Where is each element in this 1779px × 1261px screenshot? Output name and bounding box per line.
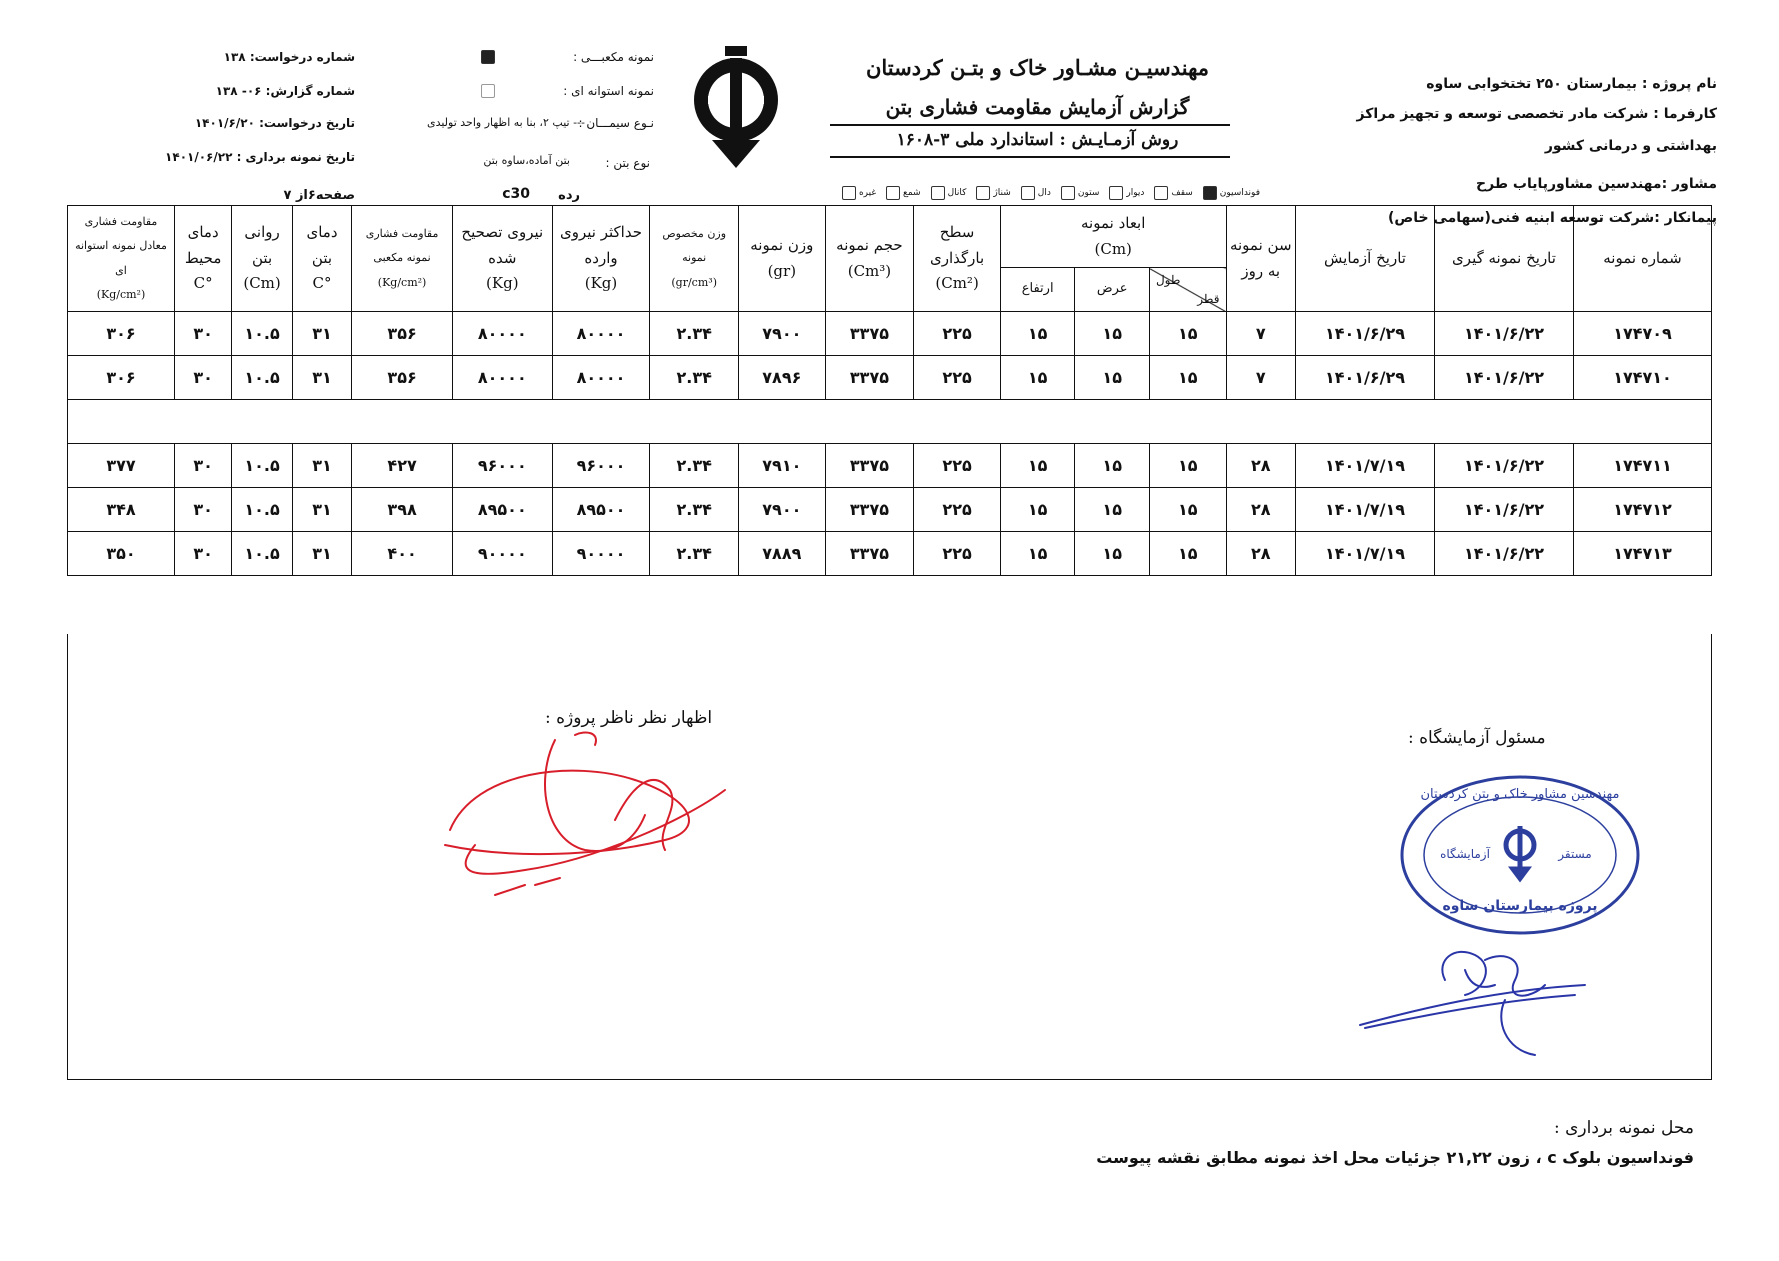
element-option: [1203, 186, 1260, 200]
table-cell: ۱۵: [1149, 444, 1226, 488]
table-cell: ۱۴۰۱/۶/۲۲: [1435, 488, 1574, 532]
stamp-right-text: مستقر: [1558, 847, 1592, 861]
table-cell: ۱۵: [1149, 488, 1226, 532]
table-cell: ۳۱: [292, 312, 351, 356]
lab-stamp-icon: [1395, 770, 1645, 940]
element-checkbox[interactable]: [886, 186, 900, 200]
cubic-checkbox[interactable]: [481, 50, 495, 64]
table-cell: ۳۴۸: [68, 488, 175, 532]
table-row: [68, 488, 1712, 532]
table-cell: ۸۰۰۰۰: [452, 312, 552, 356]
table-cell: ۲.۳۴: [650, 488, 739, 532]
page-number: صفحه۶از ۷: [283, 188, 355, 203]
col-cyl-strength: مقاومت فشاری معادل نمونه استوانه ای (Kg/cm²): [68, 206, 175, 312]
cement-value: --- تیپ ۲، بنا به اظهار واحد تولیدی: [426, 116, 585, 129]
employer-line-1: کارفرما : شرکت مادر تخصصی توسعه و تجهیز مراکز: [1356, 106, 1717, 122]
element-option-label: غیره: [858, 188, 877, 198]
table-cell: ۳۰: [174, 312, 231, 356]
table-cell: ۷۹۰۰: [739, 488, 826, 532]
table-row: [68, 356, 1712, 400]
table-cell: ۱۴۰۱/۷/۱۹: [1296, 488, 1435, 532]
col-corrected-force: نیروی تصحیح شده (Kg): [452, 206, 552, 312]
element-option: [931, 186, 967, 200]
table-cell: ۳۹۸: [352, 488, 453, 532]
table-cell: ۲.۳۴: [650, 532, 739, 576]
request-date: تاریخ درخواست: ۱۴۰۱/۶/۲۰: [194, 116, 355, 130]
lab-manager-signature-icon: [1355, 940, 1595, 1060]
table-cell: ۳۰: [174, 488, 231, 532]
table-cell: ۳۳۷۵: [825, 312, 914, 356]
supervisor-signature-icon: [435, 720, 735, 910]
cylinder-checkbox[interactable]: [481, 84, 495, 98]
contractor-line: پیمانکار :شرکت توسعه ابنیه فنی(سهامی خاص): [1387, 210, 1717, 226]
table-cell: ۲۸: [1226, 532, 1296, 576]
table-cell: ۳۱: [292, 356, 351, 400]
element-checkbox[interactable]: [1061, 186, 1075, 200]
table-cell: ۷: [1226, 312, 1296, 356]
element-checkbox[interactable]: [931, 186, 945, 200]
col-dimensions: ابعاد نمونه (Cm): [1000, 206, 1226, 268]
table-cell: ۷: [1226, 356, 1296, 400]
col-volume: حجم نمونه (Cm³): [825, 206, 914, 312]
table-cell: ۱۵: [1149, 356, 1226, 400]
col-cube-strength: مقاومت فشاری نمونه مکعبی (Kg/cm²): [352, 206, 453, 312]
table-cell: ۸۰۰۰۰: [452, 356, 552, 400]
element-option: [886, 186, 921, 200]
element-option: [1021, 186, 1051, 200]
stamp-bottom-text: پروژه بیمارستان ساوه: [1442, 898, 1598, 914]
element-option: [1154, 186, 1192, 200]
element-checkbox[interactable]: [1154, 186, 1168, 200]
table-cell: ۱۰.۵: [232, 444, 292, 488]
table-cell: ۱۴۰۱/۶/۲۹: [1296, 356, 1435, 400]
table-cell: ۳۰: [174, 444, 231, 488]
test-method: روش آزمـایـش : استاندارد ملی ۳-۱۶۰۸: [896, 130, 1179, 150]
table-cell: ۷۸۹۶: [739, 356, 826, 400]
table-cell: ۱۵: [1000, 312, 1075, 356]
table-cell: ۱۴۰۱/۷/۱۹: [1296, 444, 1435, 488]
table-cell: ۷۸۸۹: [739, 532, 826, 576]
table-cell: ۲۲۵: [914, 532, 1001, 576]
table-cell: ۱۵: [1000, 532, 1075, 576]
project-name: نام پروژه : بیمارستان ۲۵۰ تختخوابی ساوه: [1426, 76, 1717, 92]
table-cell: ۱۷۴۷۱۳: [1574, 532, 1712, 576]
table-cell: ۱۵: [1000, 444, 1075, 488]
element-option: [976, 186, 1010, 200]
element-option: [842, 186, 876, 200]
table-cell: ۱۷۴۷۱۲: [1574, 488, 1712, 532]
table-cell: ۳۱: [292, 444, 351, 488]
table-cell: ۳۳۷۵: [825, 532, 914, 576]
table-cell: ۱۵: [1000, 356, 1075, 400]
col-area: سطح بارگذاری (Cm²): [914, 206, 1001, 312]
table-cell: ۱۵: [1075, 532, 1150, 576]
separator-cell: [68, 400, 1712, 444]
cubic-label: نمونه مکعبـــی :: [573, 50, 654, 64]
col-height: ارتفاع: [1000, 268, 1075, 312]
table-cell: ۱۴۰۱/۶/۲۲: [1435, 312, 1574, 356]
col-test-date: تاریخ آزمایش: [1296, 206, 1435, 312]
table-cell: ۳۳۷۵: [825, 444, 914, 488]
table-cell: ۹۰۰۰۰: [452, 532, 552, 576]
element-option-label: ستون: [1077, 188, 1100, 198]
lab-manager-label: مسئول آزمایشگاه :: [1408, 728, 1546, 748]
table-cell: ۱۴۰۱/۶/۲۹: [1296, 312, 1435, 356]
table-cell: ۱۷۴۷۱۱: [1574, 444, 1712, 488]
cylinder-label: نمونه استوانه ای :: [563, 84, 654, 98]
col-sample-no: شماره نمونه: [1574, 206, 1712, 312]
table-cell: ۱۰.۵: [232, 312, 292, 356]
table-cell: ۸۰۰۰۰: [552, 356, 650, 400]
lab-logo-icon: [690, 44, 782, 172]
table-cell: ۳۵۶: [352, 312, 453, 356]
table-cell: ۱۵: [1149, 532, 1226, 576]
table-cell: ۹۶۰۰۰: [452, 444, 552, 488]
element-option-label: دال: [1037, 188, 1051, 198]
table-cell: ۲.۳۴: [650, 312, 739, 356]
element-option-label: فونداسیون: [1219, 188, 1260, 198]
sampling-location-label: محل نمونه برداری :: [1553, 1118, 1694, 1138]
element-option-label: شناژ: [993, 188, 1011, 198]
title-underline: [830, 124, 1230, 126]
table-cell: ۱۵: [1149, 312, 1226, 356]
concrete-type-value: بتن آماده،ساوه بتن: [483, 154, 570, 167]
stamp-left-text: آزمایشگاه: [1440, 847, 1490, 861]
structural-element-options: [730, 186, 1260, 200]
table-cell: ۷۹۱۰: [739, 444, 826, 488]
element-checkbox[interactable]: [842, 186, 856, 200]
element-option-label: دیوار: [1126, 188, 1145, 198]
col-concrete-temp: دمای بتن °C: [292, 206, 351, 312]
table-cell: ۳۰: [174, 532, 231, 576]
table-cell: ۱۵: [1075, 312, 1150, 356]
col-slump: روانی بتن (Cm): [232, 206, 292, 312]
element-checkbox[interactable]: [1021, 186, 1035, 200]
col-density: وزن مخصوص نمونه (gr/cm³): [650, 206, 739, 312]
table-cell: ۳۳۷۵: [825, 356, 914, 400]
table-cell: ۳۷۷: [68, 444, 175, 488]
employer-line-2: بهداشتی و درمانی کشور: [1544, 138, 1717, 154]
table-cell: ۸۰۰۰۰: [552, 312, 650, 356]
concrete-type-label: نوع بتن :: [605, 156, 650, 170]
col-length-diameter: قطر طول: [1149, 268, 1226, 312]
table-cell: ۲۸: [1226, 488, 1296, 532]
col-width: عرض: [1075, 268, 1150, 312]
table-cell: ۹۰۰۰۰: [552, 532, 650, 576]
element-option-label: سقف: [1171, 188, 1193, 198]
table-cell: ۱۵: [1000, 488, 1075, 532]
table-cell: ۲۲۵: [914, 312, 1001, 356]
table-cell: ۹۶۰۰۰: [552, 444, 650, 488]
table-cell: ۸۹۵۰۰: [452, 488, 552, 532]
table-cell: ۳۵۰: [68, 532, 175, 576]
element-option: [1109, 186, 1144, 200]
table-cell: ۳۱: [292, 532, 351, 576]
request-number: شماره درخواست: ۱۳۸: [223, 50, 355, 64]
table-row: [68, 312, 1712, 356]
table-row: [68, 532, 1712, 576]
table-cell: ۳۰۶: [68, 312, 175, 356]
table-cell: ۱۰.۵: [232, 532, 292, 576]
grade-value: c30: [502, 186, 530, 202]
table-cell: ۱۴۰۱/۶/۲۲: [1435, 444, 1574, 488]
report-title: گزارش آزمایش مقاومت فشاری بتن: [885, 95, 1190, 119]
table-cell: ۴۰۰: [352, 532, 453, 576]
table-cell: ۱۷۴۷۰۹: [1574, 312, 1712, 356]
separator-row: [68, 400, 1712, 444]
table-cell: ۳۰: [174, 356, 231, 400]
col-ambient-temp: دمای محیط °C: [174, 206, 231, 312]
table-cell: ۳۱: [292, 488, 351, 532]
element-option-label: کانال: [947, 188, 967, 198]
results-table: [67, 205, 1712, 576]
element-checkbox[interactable]: [1203, 186, 1217, 200]
table-cell: ۲۲۵: [914, 356, 1001, 400]
table-cell: ۱۵: [1075, 444, 1150, 488]
table-cell: ۳۳۷۵: [825, 488, 914, 532]
table-cell: ۲۸: [1226, 444, 1296, 488]
table-cell: ۴۲۷: [352, 444, 453, 488]
table-cell: ۱۴۰۱/۶/۲۲: [1435, 356, 1574, 400]
table-cell: ۲.۳۴: [650, 356, 739, 400]
grade-label: رده: [558, 188, 580, 203]
sampling-date: تاریخ نمونه برداری : ۱۴۰۱/۰۶/۲۲: [165, 150, 355, 164]
report-number: شماره گزارش: ۰۶- ۱۳۸: [215, 84, 355, 98]
col-weight: وزن نمونه (gr): [739, 206, 826, 312]
col-age: سن نمونه به روز: [1226, 206, 1296, 312]
table-cell: ۲۲۵: [914, 444, 1001, 488]
table-cell: ۱۵: [1075, 356, 1150, 400]
element-option: [1061, 186, 1100, 200]
table-cell: ۲۲۵: [914, 488, 1001, 532]
table-cell: ۱۷۴۷۱۰: [1574, 356, 1712, 400]
col-sampling-date: تاریخ نمونه گیری: [1435, 206, 1574, 312]
sampling-location-value: فونداسیون بلوک c ، زون ۲۱,۲۲ جزئیات محل اخذ نمونه مطابق نقشه پیوست: [1096, 1148, 1694, 1167]
table-cell: ۷۹۰۰: [739, 312, 826, 356]
table-cell: ۳۰۶: [68, 356, 175, 400]
table-cell: ۱۰.۵: [232, 356, 292, 400]
table-cell: ۲.۳۴: [650, 444, 739, 488]
element-checkbox[interactable]: [1109, 186, 1123, 200]
table-cell: ۸۹۵۰۰: [552, 488, 650, 532]
table-cell: ۱۵: [1075, 488, 1150, 532]
table-cell: ۳۵۶: [352, 356, 453, 400]
lab-name: مهندسیـن مشـاور خاک و بتـن کردستان: [865, 55, 1210, 80]
table-cell: ۱۴۰۱/۶/۲۲: [1435, 532, 1574, 576]
stamp-top-text: مهندسین مشاور خاک و بتن کردستان: [1420, 787, 1620, 802]
cement-label: نـوع سیمـــان :: [578, 116, 654, 130]
col-max-force: حداکثر نیروی وارده (Kg): [552, 206, 650, 312]
table-cell: ۱۰.۵: [232, 488, 292, 532]
element-option-label: شمع: [903, 188, 921, 198]
method-underline: [830, 156, 1230, 158]
consultant-line: مشاور :مهندسین مشاورپایاب طرح: [1476, 176, 1717, 192]
element-checkbox[interactable]: [976, 186, 990, 200]
table-cell: ۱۴۰۱/۷/۱۹: [1296, 532, 1435, 576]
table-row: [68, 444, 1712, 488]
supervisor-label: اظهار نظر ناظر پروژه :: [545, 708, 713, 728]
